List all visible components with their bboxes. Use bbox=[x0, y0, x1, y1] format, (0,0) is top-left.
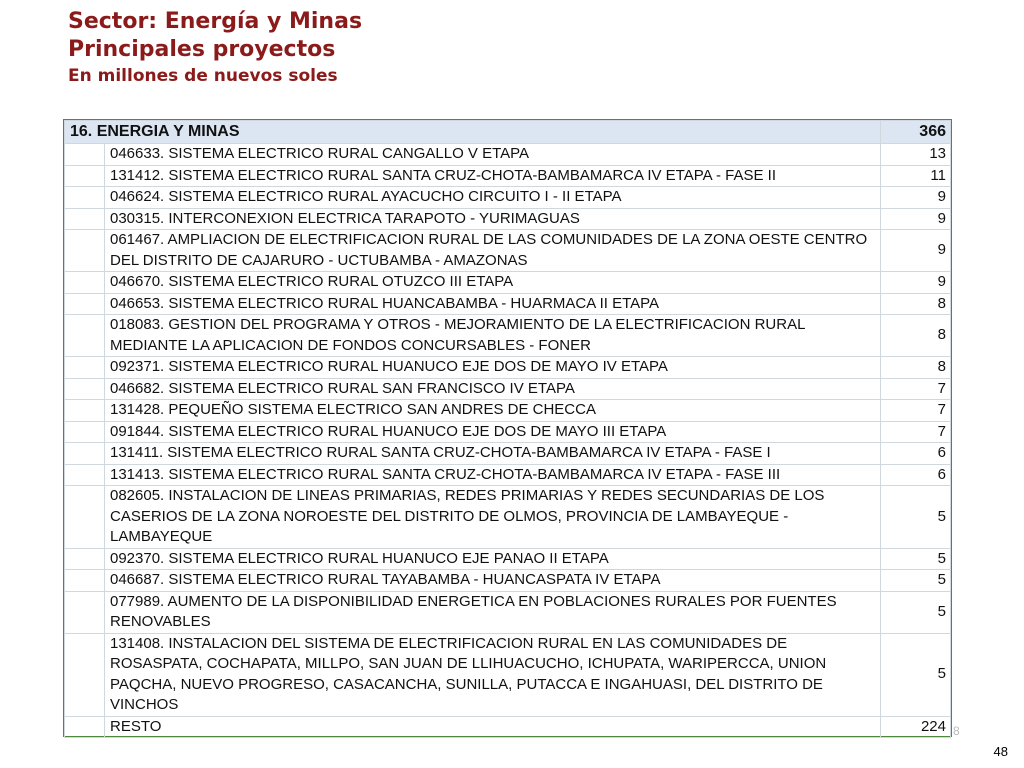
project-amount-cell: 9 bbox=[881, 272, 951, 294]
project-name-cell: 018083. GESTION DEL PROGRAMA Y OTROS - MEJORAMIENTO DE LA ELECTRIFICACION RURAL MEDIANTE LA APLICACION DE FONDOS CONCURSABLES - FONER bbox=[105, 315, 881, 357]
project-name-cell: RESTO bbox=[105, 716, 881, 738]
table-row bbox=[65, 315, 951, 357]
project-name-cell: 046682. SISTEMA ELECTRICO RURAL SAN FRANCISCO IV ETAPA bbox=[105, 378, 881, 400]
table-row bbox=[65, 400, 951, 422]
table-row bbox=[65, 716, 951, 738]
indent-cell bbox=[65, 591, 105, 633]
indent-cell bbox=[65, 272, 105, 294]
table-row bbox=[65, 570, 951, 592]
project-amount-cell: 6 bbox=[881, 443, 951, 465]
table-row bbox=[65, 187, 951, 209]
table-row bbox=[65, 165, 951, 187]
table-row bbox=[65, 357, 951, 379]
table-row bbox=[65, 486, 951, 549]
project-name-cell: 046653. SISTEMA ELECTRICO RURAL HUANCABAMBA - HUARMACA II ETAPA bbox=[105, 293, 881, 315]
project-amount-cell: 5 bbox=[881, 548, 951, 570]
project-amount-cell: 7 bbox=[881, 378, 951, 400]
project-name-cell: 131428. PEQUEÑO SISTEMA ELECTRICO SAN ANDRES DE CHECCA bbox=[105, 400, 881, 422]
project-amount-cell: 9 bbox=[881, 187, 951, 209]
projects-table-container bbox=[63, 119, 952, 737]
projects-title: Principales proyectos bbox=[68, 37, 336, 62]
indent-cell bbox=[65, 633, 105, 716]
table-row bbox=[65, 293, 951, 315]
page-number: 48 bbox=[993, 744, 1008, 759]
page-heading bbox=[68, 8, 362, 88]
sector-title: Sector: Energía y Minas bbox=[68, 9, 363, 34]
project-amount-cell: 9 bbox=[881, 230, 951, 272]
project-amount-cell: 7 bbox=[881, 400, 951, 422]
project-amount-cell: 8 bbox=[881, 315, 951, 357]
project-name-cell: 077989. AUMENTO DE LA DISPONIBILIDAD ENERGETICA EN POBLACIONES RURALES POR FUENTES RENOVABLES bbox=[105, 591, 881, 633]
project-amount-cell: 8 bbox=[881, 357, 951, 379]
indent-cell bbox=[65, 716, 105, 738]
table-row bbox=[65, 464, 951, 486]
table-row bbox=[65, 144, 951, 166]
project-name-cell: 046633. SISTEMA ELECTRICO RURAL CANGALLO V ETAPA bbox=[105, 144, 881, 166]
project-name-cell: 092370. SISTEMA ELECTRICO RURAL HUANUCO EJE PANAO II ETAPA bbox=[105, 548, 881, 570]
indent-cell bbox=[65, 357, 105, 379]
table-row bbox=[65, 421, 951, 443]
project-amount-cell: 5 bbox=[881, 486, 951, 549]
project-amount-cell: 11 bbox=[881, 165, 951, 187]
project-amount-cell: 5 bbox=[881, 570, 951, 592]
indent-cell bbox=[65, 230, 105, 272]
units-subtitle: En millones de nuevos soles bbox=[68, 66, 338, 86]
project-amount-cell: 224 bbox=[881, 716, 951, 738]
table-row bbox=[65, 548, 951, 570]
project-name-cell: 131412. SISTEMA ELECTRICO RURAL SANTA CRUZ-CHOTA-BAMBAMARCA IV ETAPA - FASE II bbox=[105, 165, 881, 187]
project-name-cell: 091844. SISTEMA ELECTRICO RURAL HUANUCO EJE DOS DE MAYO III ETAPA bbox=[105, 421, 881, 443]
sector-header-label: 16. ENERGIA Y MINAS bbox=[65, 121, 881, 144]
project-amount-cell: 13 bbox=[881, 144, 951, 166]
project-amount-cell: 8 bbox=[881, 293, 951, 315]
table-row bbox=[65, 230, 951, 272]
indent-cell bbox=[65, 443, 105, 465]
indent-cell bbox=[65, 208, 105, 230]
table-header-row bbox=[65, 121, 951, 144]
indent-cell bbox=[65, 464, 105, 486]
project-name-cell: 046687. SISTEMA ELECTRICO RURAL TAYABAMBA - HUANCASPATA IV ETAPA bbox=[105, 570, 881, 592]
project-name-cell: 131413. SISTEMA ELECTRICO RURAL SANTA CRUZ-CHOTA-BAMBAMARCA IV ETAPA - FASE III bbox=[105, 464, 881, 486]
indent-cell bbox=[65, 165, 105, 187]
project-amount-cell: 9 bbox=[881, 208, 951, 230]
project-name-cell: 030315. INTERCONEXION ELECTRICA TARAPOTO - YURIMAGUAS bbox=[105, 208, 881, 230]
table-row bbox=[65, 633, 951, 716]
table-row bbox=[65, 208, 951, 230]
indent-cell bbox=[65, 486, 105, 549]
project-name-cell: 082605. INSTALACION DE LINEAS PRIMARIAS, REDES PRIMARIAS Y REDES SECUNDARIAS DE LOS CASERIOS DE LA ZONA NOROESTE DEL DISTRITO DE OLMOS, PROVINCIA DE LAMBAYEQUE - LAMBAYEQUE bbox=[105, 486, 881, 549]
indent-cell bbox=[65, 548, 105, 570]
faded-slide-number: 8 bbox=[953, 724, 960, 738]
indent-cell bbox=[65, 293, 105, 315]
indent-cell bbox=[65, 400, 105, 422]
projects-table bbox=[64, 120, 951, 738]
indent-cell bbox=[65, 378, 105, 400]
table-row bbox=[65, 272, 951, 294]
project-name-cell: 046670. SISTEMA ELECTRICO RURAL OTUZCO III ETAPA bbox=[105, 272, 881, 294]
table-row bbox=[65, 378, 951, 400]
project-name-cell: 046624. SISTEMA ELECTRICO RURAL AYACUCHO CIRCUITO I - II ETAPA bbox=[105, 187, 881, 209]
indent-cell bbox=[65, 144, 105, 166]
indent-cell bbox=[65, 421, 105, 443]
project-amount-cell: 6 bbox=[881, 464, 951, 486]
project-name-cell: 131411. SISTEMA ELECTRICO RURAL SANTA CRUZ-CHOTA-BAMBAMARCA IV ETAPA - FASE I bbox=[105, 443, 881, 465]
indent-cell bbox=[65, 570, 105, 592]
table-row bbox=[65, 443, 951, 465]
project-amount-cell: 5 bbox=[881, 591, 951, 633]
table-row bbox=[65, 591, 951, 633]
sector-header-total: 366 bbox=[881, 121, 951, 144]
project-amount-cell: 5 bbox=[881, 633, 951, 716]
project-name-cell: 092371. SISTEMA ELECTRICO RURAL HUANUCO EJE DOS DE MAYO IV ETAPA bbox=[105, 357, 881, 379]
project-name-cell: 061467. AMPLIACION DE ELECTRIFICACION RURAL DE LAS COMUNIDADES DE LA ZONA OESTE CENTRO DEL DISTRITO DE CAJARURO - UCTUBAMBA - AMAZONAS bbox=[105, 230, 881, 272]
project-amount-cell: 7 bbox=[881, 421, 951, 443]
project-name-cell: 131408. INSTALACION DEL SISTEMA DE ELECTRIFICACION RURAL EN LAS COMUNIDADES DE ROSASPATA, COCHAPATA, MILLPO, SAN JUAN DE LLIHUACUCHO, ICHUPATA, WARIPERCCA, UNION PAQCHA, NUEVO PROGRESO, CASACANCHA, SUNILLA, PUTACCA E INGAHUASI, DEL DISTRITO DE VINCHOS bbox=[105, 633, 881, 716]
indent-cell bbox=[65, 315, 105, 357]
indent-cell bbox=[65, 187, 105, 209]
